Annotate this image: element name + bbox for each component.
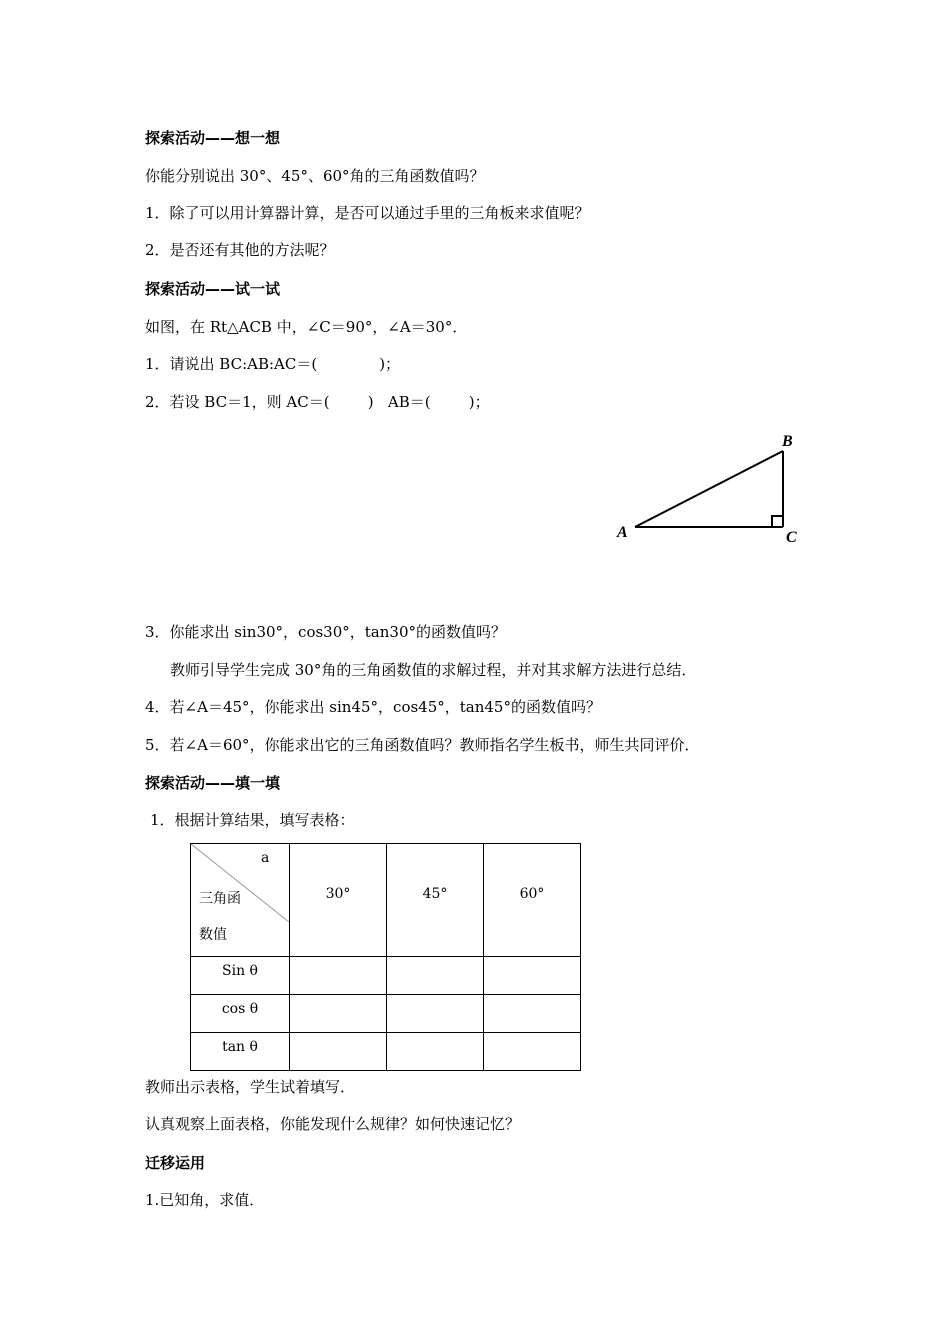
list-item: 2．若设 BC＝1，则 AC＝( ) AB＝( )； [145, 393, 490, 411]
table-cell [290, 995, 387, 1033]
right-angle-mark [772, 516, 783, 527]
table-cell [484, 1033, 581, 1071]
table-cell [387, 957, 484, 995]
question-text: 你能分别说出 30°、45°、60°角的三角函数值吗？ [145, 167, 485, 185]
section-heading-think: 探索活动——想一想 [145, 129, 281, 147]
table-cell [484, 995, 581, 1033]
list-item: 4．若∠A＝45°，你能求出 sin45°，cos45°，tan45°的函数值吗？ [145, 698, 601, 716]
list-item: 1．根据计算结果，填写表格： [150, 811, 355, 829]
vertex-label-b: B [782, 433, 793, 450]
row-header: cos θ [191, 995, 290, 1033]
list-item: 1．除了可以用计算器计算，是否可以通过手里的三角板来求值呢？ [145, 204, 590, 222]
section-heading-try: 探索活动——试一试 [145, 280, 281, 298]
list-item: 1．请说出 BC:AB:AC＝( )； [145, 355, 401, 373]
row-header: Sin θ [191, 957, 290, 995]
corner-label-angle: a [261, 850, 270, 866]
table-corner-cell [191, 844, 290, 957]
question-text: 认真观察上面表格，你能发现什么规律？如何快速记忆？ [145, 1115, 521, 1133]
trig-value-table [190, 843, 581, 1071]
column-header: 30° [290, 844, 387, 957]
vertex-label-c: C [786, 529, 797, 546]
list-item: 1.已知角，求值． [145, 1191, 265, 1209]
row-header: tan θ [191, 1033, 290, 1071]
list-item: 3．你能求出 sin30°，cos30°，tan30°的函数值吗？ [145, 623, 506, 641]
table-cell [484, 957, 581, 995]
column-header: 45° [387, 844, 484, 957]
teacher-note: 教师引导学生完成 30°角的三角函数值的求解过程，并对其求解方法进行总结． [170, 661, 697, 679]
table-cell [290, 1033, 387, 1071]
column-header: 60° [484, 844, 581, 957]
list-item: 5．若∠A＝60°，你能求出它的三角函数值吗？教师指名学生板书，师生共同评价． [145, 736, 700, 754]
section-heading-fill: 探索活动——填一填 [145, 774, 281, 792]
corner-label-func: 三角函 [199, 891, 241, 907]
vertex-label-a: A [617, 524, 628, 541]
table-cell [387, 1033, 484, 1071]
teacher-note: 教师出示表格，学生试着填写． [145, 1078, 356, 1096]
table-cell [290, 957, 387, 995]
side-ab [635, 451, 783, 527]
list-item: 2．是否还有其他的方法呢？ [145, 241, 335, 259]
intro-text: 如图，在 Rt△ACB 中，∠C＝90°，∠A＝30°． [145, 318, 468, 336]
table-cell [387, 995, 484, 1033]
section-heading-apply: 迁移运用 [145, 1154, 206, 1172]
corner-label-value: 数值 [199, 927, 227, 943]
